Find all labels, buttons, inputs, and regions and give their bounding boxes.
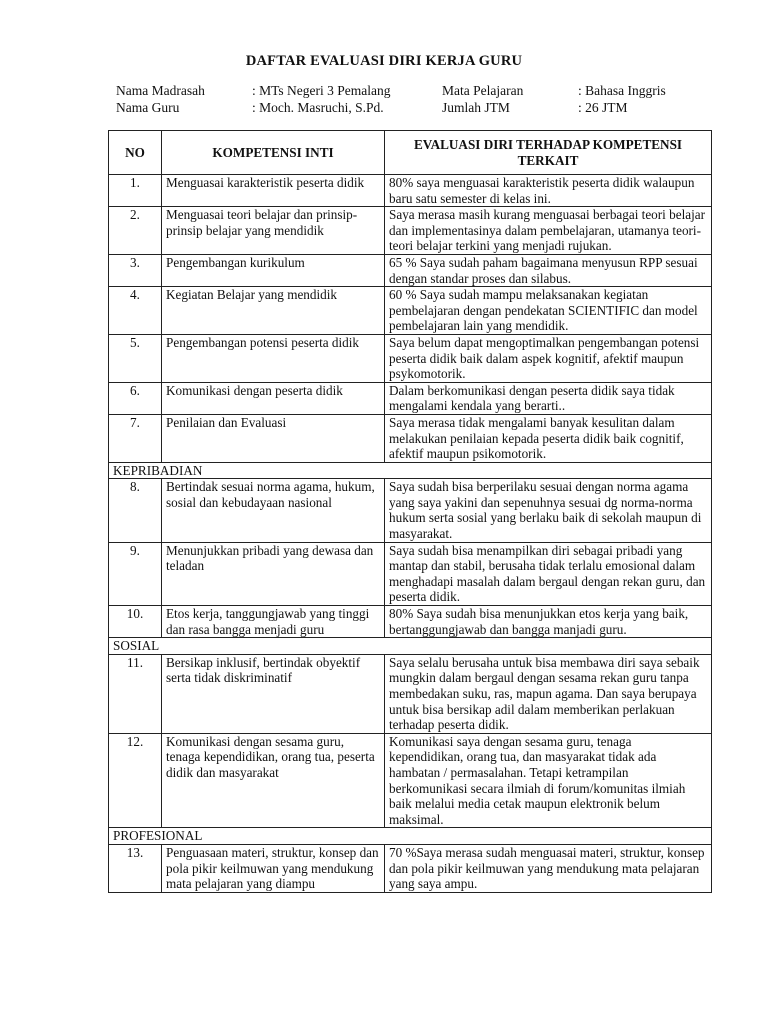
info-row-2 [116,100,698,117]
row-number: 1. [109,175,162,207]
table-row [109,844,712,892]
kompetensi-cell: Komunikasi dengan peserta didik [162,382,385,414]
kompetensi-cell: Penilaian dan Evaluasi [162,414,385,462]
evaluasi-cell: Komunikasi saya dengan sesama guru, tenaga kependidikan, orang tua, dan masyarakat tidak ada hambatan / permasalahan. Tetapi ketrampilan berkomunikasi secara ilmiah di forum/komunitas ilmiah baik melalui media cetak maupun elektronik belum maksimal. [385,733,712,828]
evaluation-table [108,130,712,893]
row-number: 12. [109,733,162,828]
row-number: 9. [109,542,162,605]
row-number: 4. [109,287,162,335]
header-no: NO [109,131,162,175]
kompetensi-cell: Menguasai teori belajar dan prinsip-prinsip belajar yang mendidik [162,207,385,255]
madrasah-label: Nama Madrasah [116,83,205,98]
table-row [109,334,712,382]
evaluasi-cell: 70 %Saya merasa sudah menguasai materi, struktur, konsep dan pola pikir keilmuwan yang mendukung mata pelajaran yang saya ampu. [385,844,712,892]
section-heading-kepribadian: KEPRIBADIAN [109,462,712,479]
row-number: 7. [109,414,162,462]
evaluasi-cell: Dalam berkomunikasi dengan peserta didik saya tidak mengalami kendala yang berarti.. [385,382,712,414]
section-heading-sosial: SOSIAL [109,638,712,655]
table-row [109,479,712,542]
table-header-row [109,131,712,175]
section-heading-profesional: PROFESIONAL [109,828,712,845]
row-number: 10. [109,606,162,638]
row-number: 8. [109,479,162,542]
kompetensi-cell: Penguasaan materi, struktur, konsep dan pola pikir keilmuwan yang mendukung mata pelajaran yang diampu [162,844,385,892]
evaluasi-cell: Saya merasa masih kurang menguasai berbagai teori belajar dan implementasinya dalam pembelajaran, utamanya teori-teori belajar terkini yang menjadi rujukan. [385,207,712,255]
mapel-label: Mata Pelajaran [442,83,524,98]
kompetensi-cell: Komunikasi dengan sesama guru, tenaga kependidikan, orang tua, peserta didik dan masyarakat [162,733,385,828]
evaluasi-cell: Saya sudah bisa berperilaku sesuai dengan norma agama yang saya yakini dan sepenuhnya sesuai dg norma-norma hukum serta sosial yang berlaku baik di sekolah maupun di masyarakat. [385,479,712,542]
jtm-label: Jumlah JTM [442,100,510,115]
row-number: 13. [109,844,162,892]
guru-label: Nama Guru [116,100,180,115]
mapel-value: : Bahasa Inggris [578,83,666,98]
evaluasi-cell: 80% Saya sudah bisa menunjukkan etos kerja yang baik, bertanggungjawab dan bangga manjadi guru. [385,606,712,638]
row-number: 6. [109,382,162,414]
table-row [109,606,712,638]
header-kompetensi: KOMPETENSI INTI [162,131,385,175]
kompetensi-cell: Menguasai karakteristik peserta didik [162,175,385,207]
table-row [109,382,712,414]
evaluasi-cell: Saya sudah bisa menampilkan diri sebagai pribadi yang mantap dan stabil, berusaha tidak terlalu emosional dalam menghadapi masalah dalam bergaul dengan rekan guru, dan peserta didik. [385,542,712,605]
section-row-sosial [109,638,712,655]
row-number: 5. [109,334,162,382]
table-row [109,207,712,255]
table-row [109,287,712,335]
kompetensi-cell: Bersikap inklusif, bertindak obyektif serta tidak diskriminatif [162,654,385,733]
evaluasi-cell: 60 % Saya sudah mampu melaksanakan kegiatan pembelajaran dengan pendekatan SCIENTIFIC dan model pembelajaran lain yang mendidik. [385,287,712,335]
kompetensi-cell: Menunjukkan pribadi yang dewasa dan teladan [162,542,385,605]
evaluasi-cell: 80% saya menguasai karakteristik peserta didik walaupun baru satu semester di kelas ini. [385,175,712,207]
info-row-1 [116,83,698,100]
row-number: 3. [109,254,162,286]
header-evaluasi: EVALUASI DIRI TERHADAP KOMPETENSI TERKAIT [385,131,712,175]
row-number: 11. [109,654,162,733]
kompetensi-cell: Pengembangan potensi peserta didik [162,334,385,382]
kompetensi-cell: Etos kerja, tanggungjawab yang tinggi dan rasa bangga menjadi guru [162,606,385,638]
evaluasi-cell: 65 % Saya sudah paham bagaimana menyusun RPP sesuai dengan standar proses dan silabus. [385,254,712,286]
kompetensi-cell: Pengembangan kurikulum [162,254,385,286]
document-title: DAFTAR EVALUASI DIRI KERJA GURU [245,53,523,69]
jtm-value: : 26 JTM [578,100,628,115]
table-row [109,733,712,828]
evaluasi-cell: Saya merasa tidak mengalami banyak kesulitan dalam melakukan penilaian kepada peserta didik baik cognitif, afektif maupun psikomotorik. [385,414,712,462]
evaluasi-cell: Saya selalu berusaha untuk bisa membawa diri saya sebaik mungkin dalam bergaul dengan sesama rekan guru tanpa membedakan suku, ras, mapun agama. Dan saya berupaya untuk bisa bersikap adil dalam memberikan perlakuan terhadap peserta didik. [385,654,712,733]
madrasah-value: : MTs Negeri 3 Pemalang [252,83,391,98]
kompetensi-cell: Kegiatan Belajar yang mendidik [162,287,385,335]
table-row [109,175,712,207]
row-number: 2. [109,207,162,255]
table-row [109,654,712,733]
guru-value: : Moch. Masruchi, S.Pd. [252,100,384,115]
evaluasi-cell: Saya belum dapat mengoptimalkan pengembangan potensi peserta didik baik dalam aspek kognitif, afektif maupun psykomotorik. [385,334,712,382]
table-row [109,542,712,605]
header-info [116,83,698,117]
table-row [109,414,712,462]
table-row [109,254,712,286]
section-row-kepribadian [109,462,712,479]
kompetensi-cell: Bertindak sesuai norma agama, hukum, sosial dan kebudayaan nasional [162,479,385,542]
section-row-profesional [109,828,712,845]
